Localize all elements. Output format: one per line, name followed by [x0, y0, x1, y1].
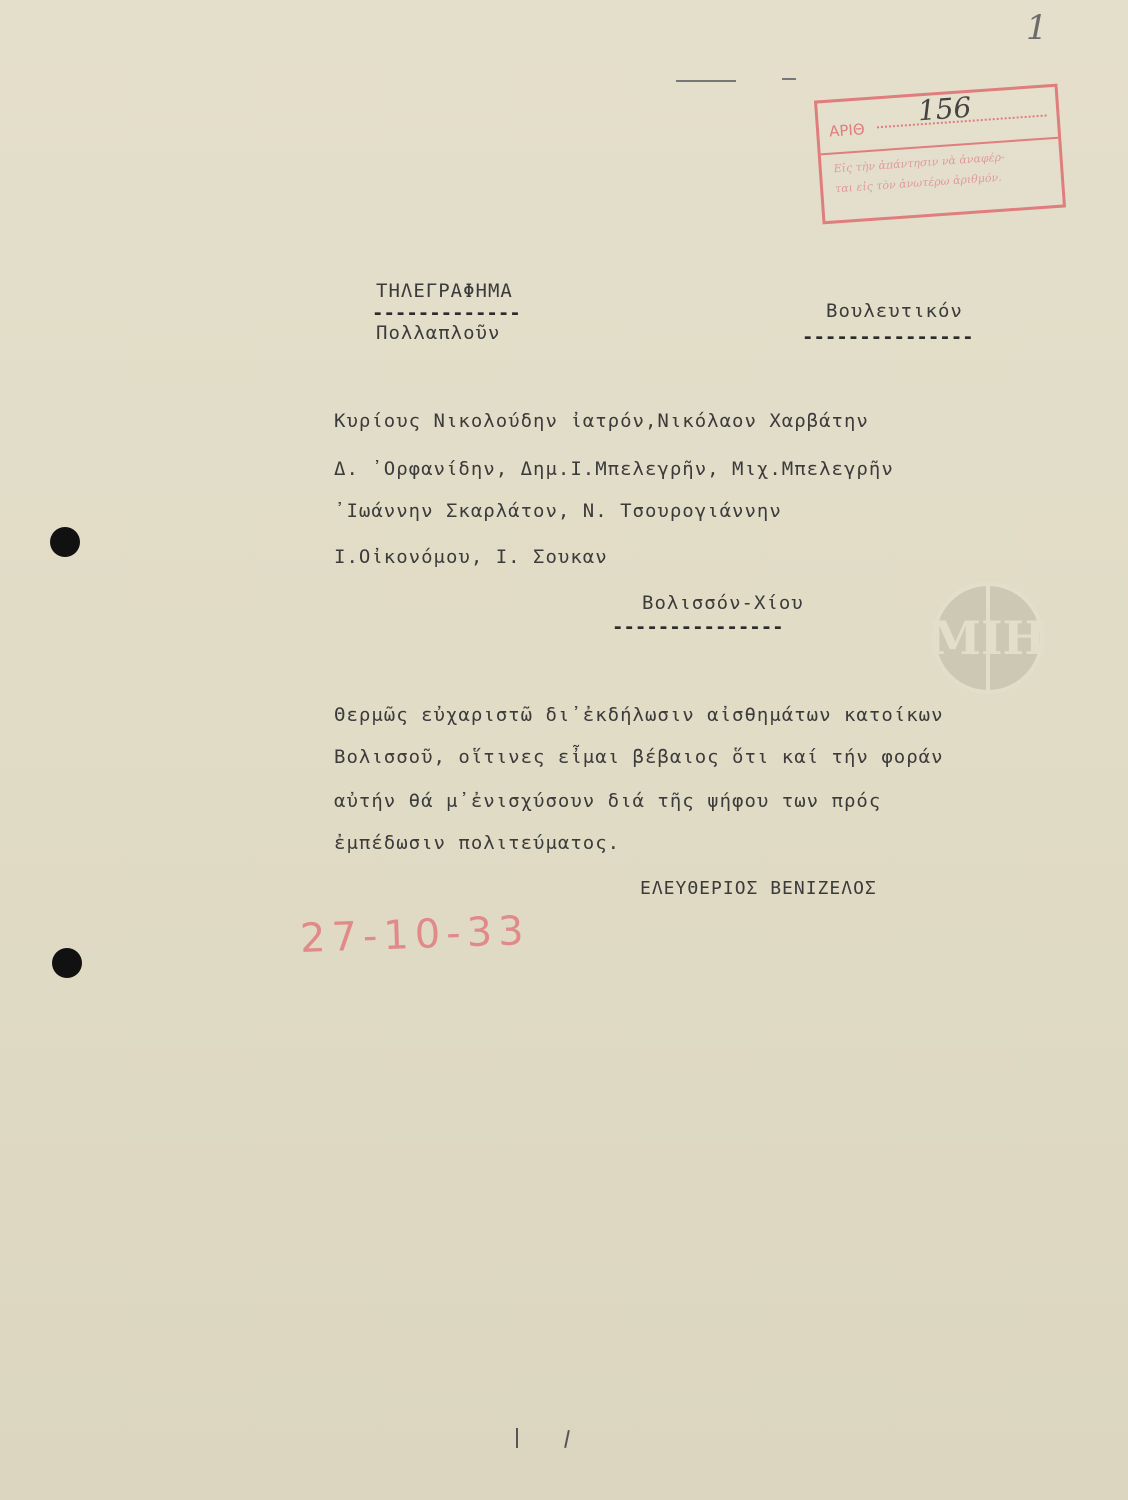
- body-line-2: Βολισσοῦ, οἵτινες εἶμαι βέβαιος ὅτι καί τήν φοράν: [334, 746, 944, 768]
- signature: ΕΛΕΥΘΕΡΙΟΣ ΒΕΝΙΖΕΛΟΣ: [640, 878, 877, 899]
- punch-hole-top: [50, 527, 80, 557]
- bottom-pencil-mark-2: [564, 1430, 570, 1448]
- handwritten-date: 27-10-33: [299, 908, 531, 962]
- telegram-title: ΤΗΛΕΓΡΑΦΗΜΑ: [376, 280, 513, 302]
- page-number: 1: [1026, 8, 1048, 48]
- recipients-line-1: Κυρίους Νικολούδην ἰατρόν,Νικόλαον Χαρβάτην: [334, 410, 869, 432]
- stamp-divider: [821, 137, 1059, 156]
- body-line-4: ἐμπέδωσιν πολιτεύματος.: [334, 832, 621, 854]
- recipients-line-4: Ι.Οἰκονόμου, Ι. Σουκαν: [334, 546, 608, 568]
- recipients-line-2: Δ. ᾽Ορφανίδην, Δημ.Ι.Μπελεγρῆν, Μιχ.Μπελεγρῆν: [334, 458, 894, 480]
- header-right-rule: ---------------: [802, 326, 974, 348]
- punch-hole-bottom: [52, 948, 82, 978]
- bottom-pencil-mark: [516, 1428, 518, 1448]
- registry-stamp: [814, 84, 1066, 225]
- recipients-place: Βολισσόν-Χίου: [642, 592, 804, 614]
- recipients-place-rule: ---------------: [612, 616, 784, 638]
- body-line-3: αὐτήν θά μ᾽ἐνισχύσουν διά τῆς ψήφου των πρός: [334, 790, 882, 812]
- stamp-note-line1: Εἰς τὴν ἀπάντησιν νὰ ἀναφέρ-: [833, 150, 1006, 176]
- recipients-line-3: ᾽Ιωάννην Σκαρλάτον, Ν. Τσουρογιάννην: [334, 500, 782, 522]
- archive-logo-icon: [930, 580, 1046, 696]
- svg-text:ΜΙΗ: ΜΙΗ: [930, 611, 1046, 665]
- telegram-title-rule: -------------: [372, 302, 521, 324]
- stamp-number: 156: [916, 90, 973, 128]
- top-pencil-mark-2: [782, 78, 796, 80]
- stamp-note-line2: ται εἰς τὸν ἀνωτέρω ἀριθμόν.: [834, 170, 1003, 196]
- body-line-1: Θερμῶς εὐχαριστῶ δι᾽ἐκδήλωσιν αἰσθημάτων κατοίκων: [334, 704, 944, 726]
- header-right-label: Βουλευτικόν: [826, 300, 963, 322]
- stamp-label: ΑΡΙΘ: [828, 120, 866, 141]
- telegram-subtitle: Πολλαπλοῦν: [376, 322, 501, 344]
- top-pencil-mark: [676, 80, 736, 82]
